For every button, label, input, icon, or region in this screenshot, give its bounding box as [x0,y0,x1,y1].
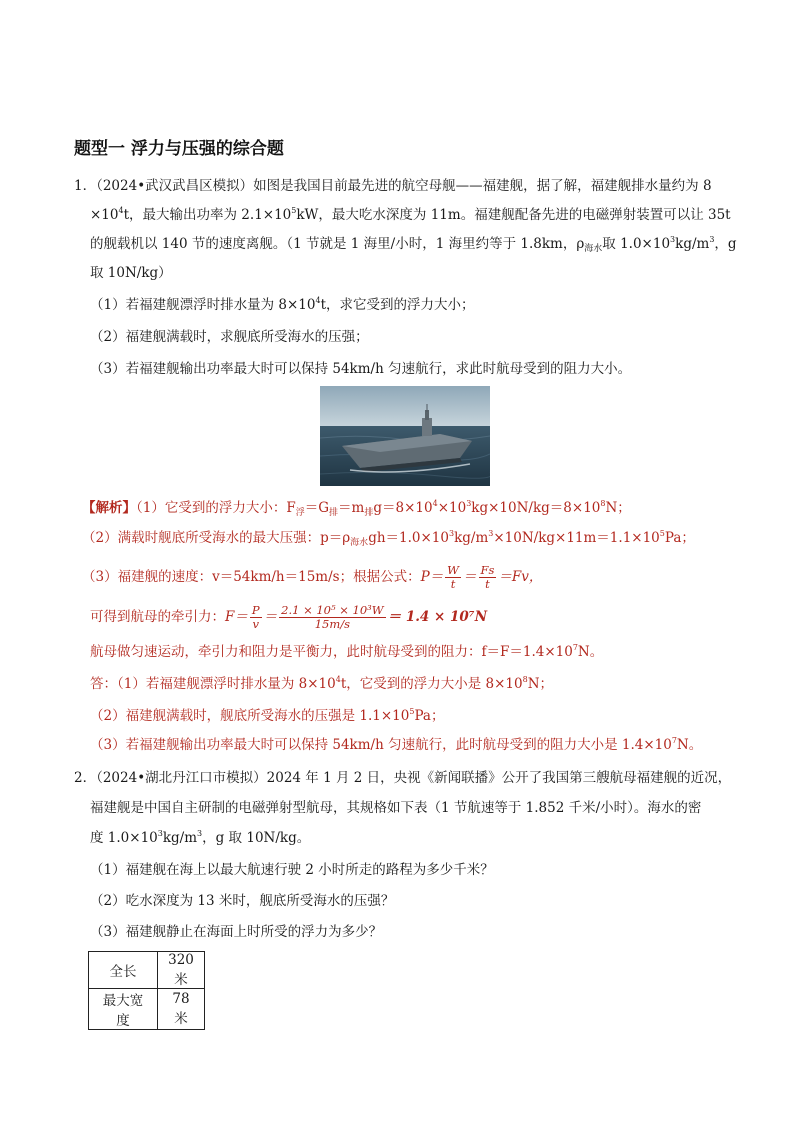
text: ，g [714,236,737,252]
subscript: 海水 [584,244,603,254]
text: （3）福建舰的速度：v＝54km/h＝15m/s；根据公式： [82,569,421,585]
superscript: 3 [488,529,494,538]
text: t，最大输出功率为 2.1×10 [123,207,292,223]
q2-line-1: 2．（2024•湖北丹江口市模拟）2024 年 1 月 2 日，央视《新闻联播》公开了我国第三艘航母福建舰的近况， [74,770,732,786]
superscript: 3 [157,829,163,838]
text: N； [605,500,631,516]
text: kg/m [675,236,710,252]
superscript: 5 [659,529,665,538]
q1-subquestion-3: （3）若福建舰输出功率最大时可以保持 54km/h 匀速航行，求此时航母受到的阻力大小。 [90,361,632,377]
superscript: 3 [670,235,676,244]
text: t，它受到的浮力大小是 8×10 [340,676,523,692]
superscript: 4 [335,675,341,684]
fraction-power-over-speed [279,604,386,631]
superscript: 3 [448,529,455,538]
analysis-line-4 [90,601,487,633]
table-cell-key: 全长 [89,952,158,989]
formula-symbol: F＝ [225,609,248,625]
superscript: 5 [409,707,415,716]
aircraft-carrier-photo [320,386,490,486]
numerator: 2.1 × 10⁵ × 10³W [281,603,384,617]
denominator: t [485,577,490,591]
text: ，g 取 10N/kg。 [202,830,311,846]
text: kg×10N/kg＝8×10 [471,500,601,516]
fraction-fs-over-t [479,564,497,591]
analysis-line-5 [90,642,603,662]
section-title: 题型一 浮力与压强的综合题 [74,139,284,159]
superscript: 7 [572,643,578,652]
formula-result: ＝ 1.4 × 10⁷N [387,609,488,625]
subscript: 浮 [295,508,305,518]
superscript: 5 [291,206,297,215]
spec-table [88,951,205,1030]
text: （2）满载时舰底所受海水的最大压强：p＝ρ [82,530,351,546]
formula-end: ＝Fv， [498,569,543,585]
text: 取 1.0×10 [602,236,671,252]
text: （3）若福建舰输出功率最大时可以保持 54km/h 匀速航行，此时航母受到的阻力大小是 1.4×10 [90,737,672,753]
q2-line-3 [90,828,310,848]
equals-sign: ＝ [263,609,278,625]
text: ＝m [338,500,365,516]
q2-subquestion-1: （1）福建舰在海上以最大航速行驶 2 小时所走的路程为多少千米？ [90,862,494,878]
answer-line-1 [90,674,553,694]
text: 的舰载机以 140 节的速度离舰。（1 节就是 1 海里/小时，1 海里约等于 1.8km，ρ [90,236,585,252]
superscript: 4 [315,296,321,305]
q1-line-2 [90,205,731,225]
text: ×10 [90,207,119,223]
q2-subquestion-2: （2）吃水深度为 13 米时，舰底所受海水的压强？ [90,893,395,909]
text: （1）它受到的浮力大小：F [136,500,296,516]
fraction-p-over-v [250,604,262,631]
table-cell-value: 320 米 [158,952,205,989]
table-cell-key: 最大宽度 [89,989,158,1030]
text: 可得到航母的牵引力： [90,609,225,625]
superscript: 3 [709,235,715,244]
q1-line-4: 取 10N/kg） [90,265,172,281]
text: N； [527,676,554,692]
text: ×10N/kg×11m＝1.1×10 [493,530,660,546]
text: gh＝1.0×10 [368,530,449,546]
text: （2）福建舰满载时，舰底所受海水的压强是 1.1×10 [90,708,410,724]
text: kg/m [162,830,198,846]
superscript: 4 [118,206,124,215]
answer-line-3 [90,735,702,755]
q1-subquestion-1 [90,295,475,315]
table-row [89,989,205,1030]
text: kW，最大吃水深度为 11m。福建舰配备先进的电磁弹射装置可以让 35t [296,207,731,223]
q1-subquestion-2: （2）福建舰满载时，求舰底所受海水的压强； [90,329,369,345]
text: kg/m [454,530,489,546]
table-row [89,952,205,989]
subscript: 海水 [350,538,369,548]
q2-line-2: 福建舰是中国自主研制的电磁弹射型航母，其规格如下表（1 节航速等于 1.852 千米/小时）。海水的密 [90,800,702,816]
fraction-w-over-t [445,564,461,591]
analysis-line-2 [82,528,695,548]
numerator: P [251,603,260,617]
q2-subquestion-3: （3）福建舰静止在海面上时所受的浮力为多少？ [90,924,383,940]
q1-line-1: 1．（2024•武汉武昌区模拟）如图是我国目前最先进的航空母舰——福建舰，据了解，福建舰排水量约为 8 [74,178,712,194]
formula-symbol: P＝ [420,569,444,585]
denominator: 15m/s [314,617,351,631]
text: 答：（1）若福建舰漂浮时排水量为 8×10 [90,676,336,692]
subscript: 排 [364,508,374,518]
text: Pa； [414,708,445,724]
numerator: Fs [480,563,495,577]
text: 度 1.0×10 [90,830,158,846]
text: ＝G [304,500,330,516]
superscript: 7 [671,736,677,745]
q1-line-3 [90,234,737,254]
answer-line-2 [90,706,444,726]
text: （1）若福建舰漂浮时排水量为 8×10 [90,297,316,313]
superscript: 8 [522,675,528,684]
analysis-line-3 [82,562,542,592]
superscript: 4 [432,499,438,508]
superscript: 8 [600,499,606,508]
table-cell-value: 78 米 [158,989,205,1030]
text: N。 [676,737,703,753]
denominator: v [252,617,259,631]
text: 航母做匀速运动，牵引力和阻力是平衡力，此时航母受到的阻力：f＝F＝1.4×10 [90,644,573,660]
analysis-line-1 [82,498,631,518]
text: t，求它受到的浮力大小； [320,297,475,313]
analysis-tag: 【解析】 [82,500,136,516]
carrier-illustration [320,386,490,486]
text: N。 [577,644,604,660]
denominator: t [450,577,456,591]
numerator: W [447,563,459,577]
text: g＝8×10 [373,500,433,516]
text: ×10 [437,500,467,516]
subscript: 排 [329,508,339,518]
superscript: 3 [197,829,203,838]
equals-sign: ＝ [463,569,477,585]
text: Pa； [664,530,695,546]
superscript: 3 [466,499,472,508]
